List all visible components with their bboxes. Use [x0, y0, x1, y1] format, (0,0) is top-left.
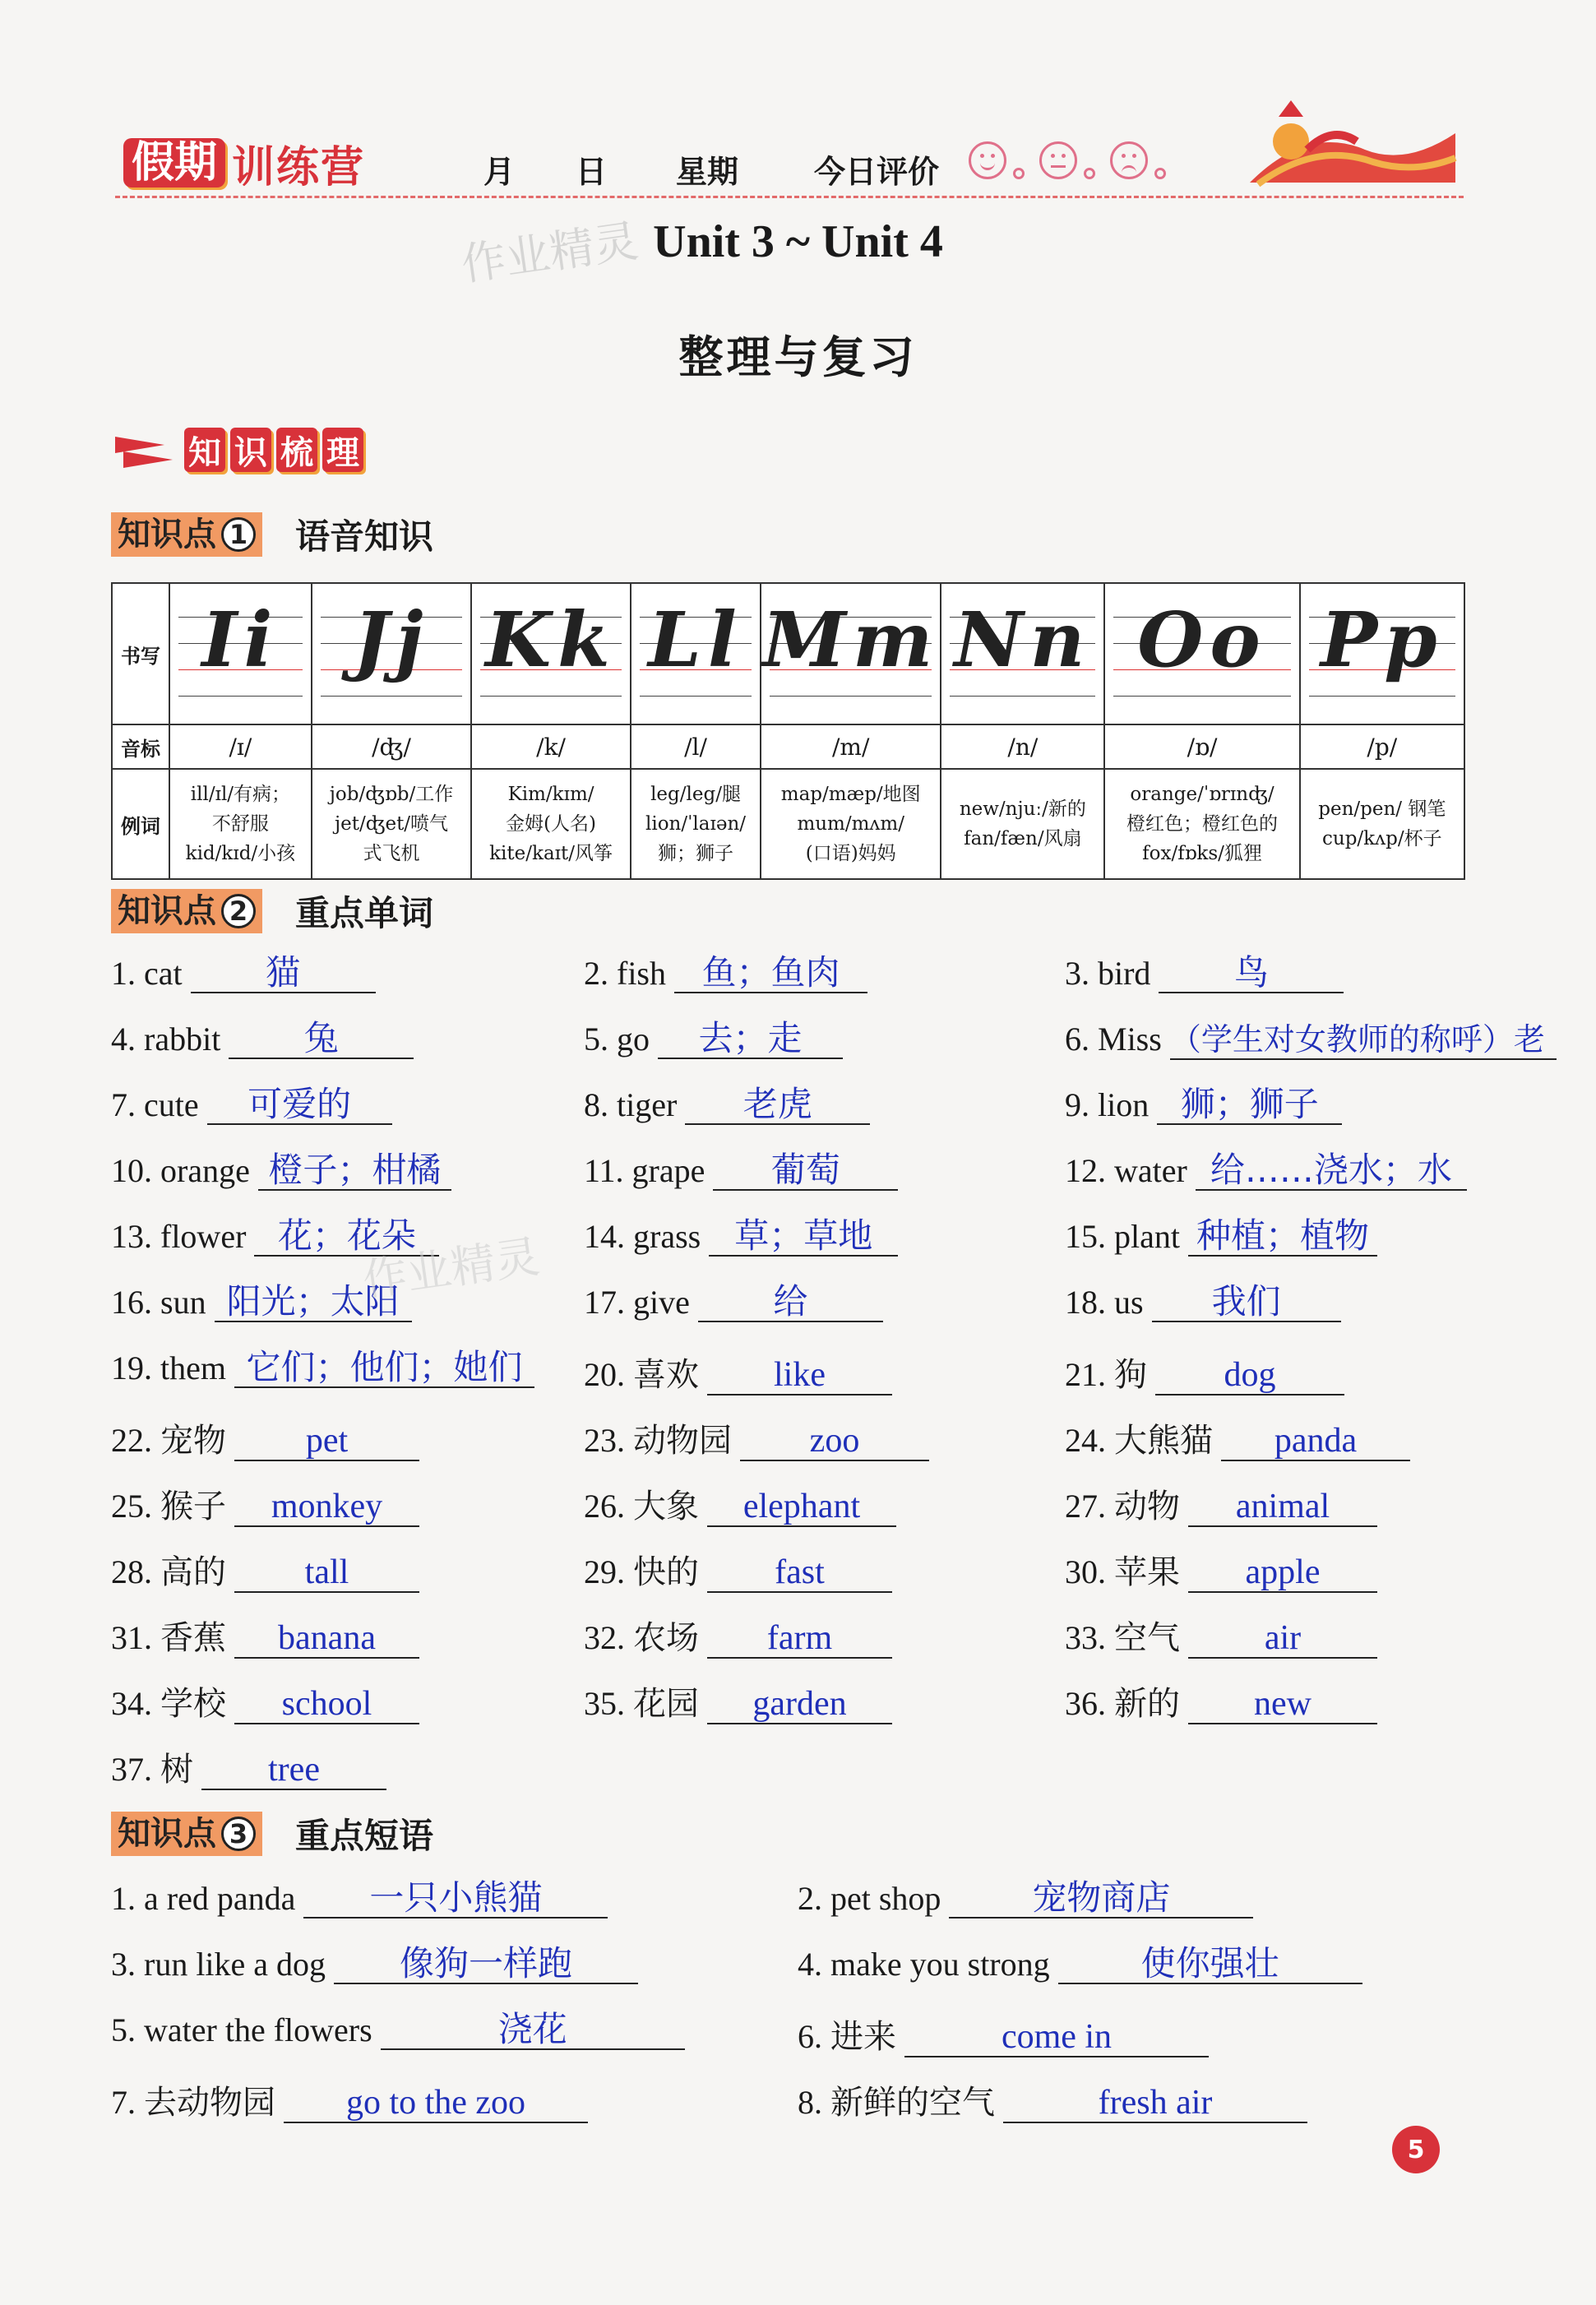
circle-icon: [1084, 168, 1095, 179]
sad-face-icon: [1110, 141, 1148, 179]
list-item: [1065, 954, 1344, 993]
example-line: 狮；狮子: [658, 843, 734, 864]
answer-blank: 宠物商店: [949, 1879, 1253, 1919]
answer-blank: 老虎: [685, 1085, 870, 1125]
question-text: 11. grape: [584, 1152, 705, 1189]
kp-label: 重点短语: [295, 1816, 434, 1856]
list-item: [1065, 1612, 1377, 1659]
question-text: 6. 进来: [798, 2018, 896, 2055]
letter-cell: [631, 583, 761, 724]
question-text: 2. fish: [584, 955, 666, 992]
letter-cell: [471, 583, 631, 724]
example-line: jet/ʤet/喷气: [334, 813, 449, 835]
letter-pair: Pp: [1321, 595, 1444, 684]
phonetic-cell: /m/: [761, 724, 941, 769]
section-char: 识: [230, 428, 271, 472]
knowledge-point-2: [111, 886, 433, 936]
answer-blank: fresh air: [1003, 2084, 1307, 2123]
phonetic-cell: /ʤ/: [312, 724, 471, 769]
question-text: 33. 空气: [1065, 1619, 1180, 1656]
example-line: kid/kɪd/小孩: [185, 843, 296, 864]
circle-icon: [1013, 168, 1025, 179]
example-line: map/mæp/地图: [780, 784, 921, 805]
answer-blank: 花；花朵: [254, 1217, 439, 1257]
question-text: 7. cute: [111, 1086, 199, 1123]
kp-tag-text: 知识点: [118, 1815, 216, 1853]
answer-blank: 一只小熊猫: [303, 1879, 608, 1919]
list-item: [584, 1283, 883, 1322]
answer-blank: 我们: [1152, 1283, 1341, 1322]
answer-blank: 它们；他们；她们: [234, 1349, 534, 1388]
question-text: 31. 香蕉: [111, 1619, 226, 1656]
phonetic-cell: /n/: [941, 724, 1104, 769]
list-item: [111, 1612, 419, 1659]
list-item: [1065, 1283, 1341, 1322]
letter-cell: [941, 583, 1104, 724]
question-text: 36. 新的: [1065, 1685, 1180, 1722]
letter-cell: [169, 583, 312, 724]
example-line: orange/ˈɒrɪnʤ/: [1130, 784, 1274, 805]
list-item: [111, 1480, 419, 1527]
question-text: 5. water the flowers: [111, 2011, 372, 2048]
list-item: [1065, 1546, 1377, 1593]
kp-label: 语音知识: [295, 516, 434, 557]
kp-tag: [111, 512, 262, 557]
phonetic-cell: /p/: [1300, 724, 1464, 769]
phonetic-cell: /ɒ/: [1104, 724, 1299, 769]
answer-blank: 像狗一样跑: [334, 1945, 638, 1984]
list-item: [584, 954, 867, 993]
page-title: Unit 3 ~ Unit 4: [653, 216, 943, 267]
phonetic-cell: /ɪ/: [169, 724, 312, 769]
list-item: [111, 1678, 419, 1724]
list-item: [111, 2076, 588, 2123]
decoration-illustration: [1233, 92, 1464, 199]
happy-face-icon: [969, 141, 1006, 179]
letter-pair: Oo: [1137, 595, 1267, 684]
answer-blank: 去；走: [658, 1020, 843, 1059]
kp-number: 3: [221, 1817, 256, 1851]
list-item: [1065, 1085, 1342, 1125]
list-item: [111, 1743, 386, 1790]
list-item: [111, 2011, 685, 2050]
example-cell: [471, 769, 631, 879]
question-text: 19. them: [111, 1349, 226, 1386]
list-item: [111, 1879, 608, 1919]
question-text: 24. 大熊猫: [1065, 1422, 1213, 1459]
question-text: 2. pet shop: [798, 1880, 941, 1917]
answer-blank: monkey: [234, 1488, 419, 1527]
example-line: new/njuː/新的: [959, 798, 1086, 820]
month-label: 月: [483, 154, 516, 190]
kp-tag: [111, 889, 262, 933]
list-item: [584, 1414, 929, 1461]
list-item: [584, 1020, 843, 1059]
question-text: 26. 大象: [584, 1488, 699, 1525]
circle-icon: [1154, 168, 1166, 179]
answer-blank: tall: [234, 1553, 419, 1593]
header-divider: [115, 196, 1464, 198]
page-number: 5: [1392, 2126, 1440, 2173]
answer-blank: go to the zoo: [284, 2084, 588, 2123]
list-item: [1065, 1020, 1557, 1060]
letter-pair: Mm: [762, 595, 940, 684]
example-line: cup/kʌp/杯子: [1322, 828, 1442, 849]
question-text: 34. 学校: [111, 1685, 226, 1722]
question-text: 1. cat: [111, 955, 183, 992]
example-line: mum/mʌm/: [797, 813, 904, 835]
question-text: 7. 去动物园: [111, 2084, 275, 2121]
list-item: [111, 954, 376, 993]
question-text: 25. 猴子: [111, 1488, 226, 1525]
arrow-icon: [115, 432, 173, 468]
list-item: [584, 1349, 892, 1395]
answer-blank: farm: [707, 1619, 892, 1659]
answer-blank: 阳光；太阳: [215, 1283, 412, 1322]
answer-blank: come in: [904, 2018, 1209, 2057]
watermark: 作业精灵: [458, 215, 641, 291]
question-text: 37. 树: [111, 1751, 193, 1788]
answer-blank: fast: [707, 1553, 892, 1593]
list-item: [584, 1612, 892, 1659]
example-cell: [1300, 769, 1464, 879]
question-text: 23. 动物园: [584, 1422, 732, 1459]
question-text: 6. Miss: [1065, 1021, 1162, 1058]
answer-blank: zoo: [740, 1422, 929, 1461]
question-text: 35. 花园: [584, 1685, 699, 1722]
example-cell: [631, 769, 761, 879]
section-char: 梳: [276, 428, 317, 472]
question-text: 22. 宠物: [111, 1422, 226, 1459]
example-line: 金姆(人名): [506, 813, 597, 835]
list-item: [111, 1151, 451, 1191]
kp-tag-text: 知识点: [118, 516, 216, 553]
question-text: 3. run like a dog: [111, 1946, 326, 1983]
answer-blank: tree: [201, 1751, 386, 1790]
list-item: [1065, 1480, 1377, 1527]
example-cell: [1104, 769, 1299, 879]
answer-blank: 给: [698, 1283, 883, 1322]
answer-blank: 草；草地: [709, 1217, 898, 1257]
example-line: lion/ˈlaɪən/: [645, 813, 747, 835]
list-item: [111, 1085, 392, 1125]
example-line: fan/fæn/风扇: [964, 828, 1082, 849]
letter-pair: Nn: [954, 595, 1092, 684]
list-item: [111, 1349, 534, 1388]
list-item: [584, 1151, 898, 1191]
answer-blank: pet: [234, 1422, 419, 1461]
question-text: 8. 新鲜的空气: [798, 2084, 995, 2121]
row-header: 音标: [112, 724, 169, 769]
question-text: 28. 高的: [111, 1553, 226, 1590]
answer-blank: school: [234, 1685, 419, 1724]
example-cell: [941, 769, 1104, 879]
answer-blank: 猫: [191, 954, 376, 993]
question-text: 27. 动物: [1065, 1488, 1180, 1525]
answer-blank: animal: [1188, 1488, 1377, 1527]
answer-blank: 可爱的: [207, 1085, 392, 1125]
list-item: [798, 2011, 1209, 2057]
letter-cell: [1104, 583, 1299, 724]
question-text: 29. 快的: [584, 1553, 699, 1590]
section-char: 知: [184, 428, 225, 472]
kp-number: 1: [221, 517, 256, 552]
question-text: 30. 苹果: [1065, 1553, 1180, 1590]
answer-blank: new: [1188, 1685, 1377, 1724]
answer-blank: 橙子；柑橘: [258, 1151, 451, 1191]
list-item: [1065, 1151, 1467, 1191]
question-text: 5. go: [584, 1021, 650, 1058]
letter-pair: Ii: [201, 595, 280, 684]
answer-blank: air: [1188, 1619, 1377, 1659]
question-text: 9. lion: [1065, 1086, 1150, 1123]
list-item: [798, 1945, 1362, 1984]
list-item: [111, 1020, 414, 1059]
answer-blank: 浇花: [381, 2011, 685, 2050]
example-line: kite/kaɪt/风筝: [489, 843, 613, 864]
section-banner: [115, 428, 368, 472]
answer-blank: apple: [1188, 1553, 1377, 1593]
list-item: [111, 1414, 419, 1461]
answer-blank: 给……浇水；水: [1196, 1151, 1467, 1191]
example-line: 橙红色；橙红色的: [1126, 813, 1279, 835]
answer-blank: banana: [234, 1619, 419, 1659]
example-line: ill/ɪl/有病；: [190, 784, 291, 805]
answer-blank: 使你强壮: [1058, 1945, 1362, 1984]
rating-label: 今日评价: [814, 154, 940, 190]
row-header: 例词: [112, 769, 169, 879]
list-item: [584, 1085, 870, 1125]
question-text: 3. bird: [1065, 955, 1151, 992]
example-line: fox/fɒks/狐狸: [1142, 843, 1262, 864]
knowledge-point-3: [111, 1809, 433, 1858]
question-text: 14. grass: [584, 1218, 701, 1255]
question-text: 10. orange: [111, 1152, 250, 1189]
question-text: 1. a red panda: [111, 1880, 296, 1917]
list-item: [111, 1546, 419, 1593]
phonetic-cell: /l/: [631, 724, 761, 769]
question-text: 4. make you strong: [798, 1946, 1050, 1983]
kp-tag-text: 知识点: [118, 892, 216, 930]
example-line: 式飞机: [363, 843, 420, 864]
list-item: [1065, 1217, 1377, 1257]
answer-blank: 种植；植物: [1188, 1217, 1377, 1257]
answer-blank: 葡萄: [713, 1151, 898, 1191]
letter-pair: Kk: [485, 595, 617, 684]
example-cell: [312, 769, 471, 879]
answer-blank: 兔: [229, 1020, 414, 1059]
answer-blank: （学生对女教师的称呼）老: [1170, 1021, 1557, 1060]
answer-blank: 鸟: [1159, 954, 1344, 993]
example-line: Kim/kɪm/: [507, 784, 594, 805]
list-item: [584, 1217, 898, 1257]
section-char: 理: [322, 428, 363, 472]
example-line: job/ʤɒb/工作: [329, 784, 454, 805]
list-item: [584, 1480, 896, 1527]
weekday-label: 星期: [676, 154, 739, 190]
list-item: [1065, 1678, 1377, 1724]
answer-blank: 狮；狮子: [1157, 1085, 1342, 1125]
watermark: 作业精灵: [359, 1230, 543, 1307]
question-text: 8. tiger: [584, 1086, 678, 1123]
answer-blank: panda: [1221, 1422, 1410, 1461]
kp-number: 2: [221, 894, 256, 928]
phonetic-cell: /k/: [471, 724, 631, 769]
letter-cell: [1300, 583, 1464, 724]
list-item: [1065, 1349, 1344, 1395]
letter-cell: [761, 583, 941, 724]
question-text: 12. water: [1065, 1152, 1187, 1189]
example-cell: [761, 769, 941, 879]
question-text: 16. sun: [111, 1284, 206, 1321]
kp-label: 重点单词: [295, 893, 434, 933]
phonics-table: [111, 582, 1465, 880]
page-subtitle: 整理与复习: [678, 331, 918, 383]
question-text: 32. 农场: [584, 1619, 699, 1656]
row-header: 书写: [112, 583, 169, 724]
question-text: 4. rabbit: [111, 1021, 221, 1058]
example-cell: [169, 769, 312, 879]
day-label: 日: [576, 154, 608, 190]
answer-blank: 鱼；鱼肉: [674, 954, 867, 993]
brand-part1: 假期: [123, 138, 225, 187]
list-item: [798, 2076, 1307, 2123]
question-text: 18. us: [1065, 1284, 1144, 1321]
question-text: 17. give: [584, 1284, 690, 1321]
question-text: 13. flower: [111, 1218, 247, 1255]
kp-tag: [111, 1812, 262, 1856]
brand-part2: 训练营: [232, 142, 366, 192]
letter-pair: Jj: [353, 595, 430, 684]
list-item: [584, 1546, 892, 1593]
table-row: [112, 583, 1464, 724]
answer-blank: dog: [1155, 1356, 1344, 1395]
neutral-face-icon: [1039, 141, 1077, 179]
question-text: 15. plant: [1065, 1218, 1180, 1255]
answer-blank: elephant: [707, 1488, 896, 1527]
question-text: 20. 喜欢: [584, 1356, 699, 1393]
list-item: [584, 1678, 892, 1724]
knowledge-point-1: [111, 510, 433, 559]
brand-logo: [123, 138, 366, 192]
example-line: pen/pen/ 钢笔: [1318, 798, 1446, 820]
example-line: 不舒服: [211, 813, 269, 835]
example-line: leg/leg/腿: [650, 784, 741, 805]
table-row: [112, 724, 1464, 769]
letter-cell: [312, 583, 471, 724]
rating-faces: [969, 141, 1174, 179]
list-item: [111, 1945, 638, 1984]
example-line: (口语)妈妈: [805, 843, 896, 864]
list-item: [798, 1879, 1253, 1919]
list-item: [1065, 1414, 1410, 1461]
table-row: [112, 769, 1464, 879]
letter-pair: Ll: [648, 595, 743, 684]
answer-blank: garden: [707, 1685, 892, 1724]
answer-blank: like: [707, 1356, 892, 1395]
question-text: 21. 狗: [1065, 1356, 1147, 1393]
